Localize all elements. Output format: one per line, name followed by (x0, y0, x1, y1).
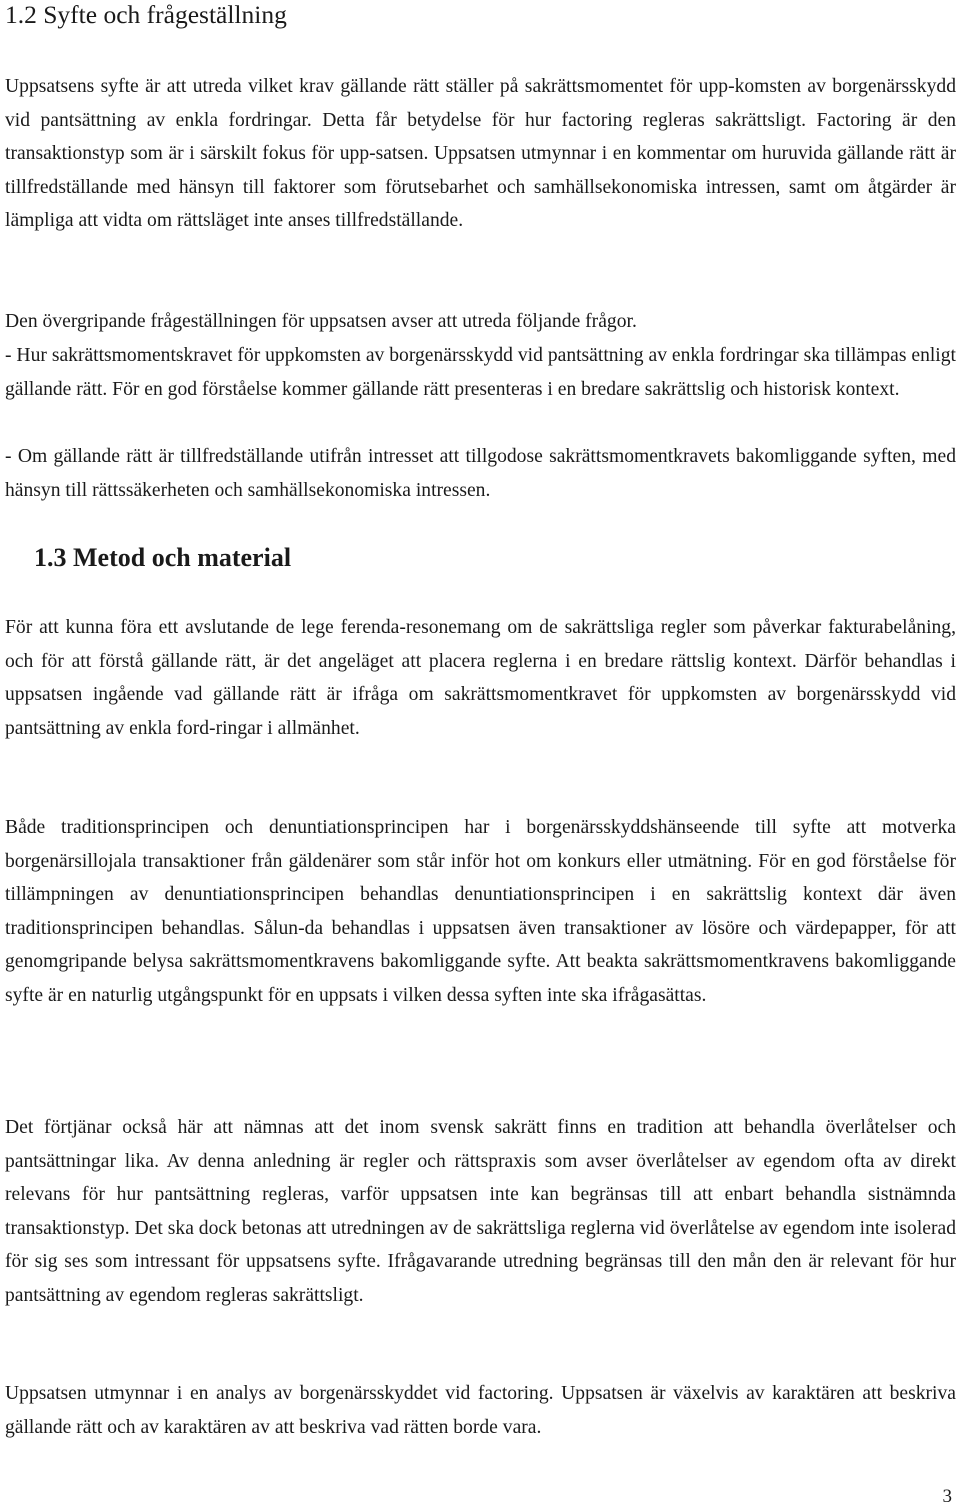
page-number: 3 (942, 1486, 952, 1507)
paragraph-method-1: För att kunna föra ett avslutande de lege ferenda-resonemang om de sakrättsliga regler som påverkar fakturabelåning, och för att förstå gällande rätt, är det angeläget att placera reglerna i en bredare rättslig kontext. Därför behandlas i uppsatsen ingående vad gällande rätt är ifråga om sakrättsmomentkravet för uppkomsten av borgenärsskydd vid pantsättning av enkla ford-ringar i allmänhet. (5, 617, 956, 739)
paragraph-method-4: Uppsatsen utmynnar i en analys av borgenärsskyddet vid factoring. Uppsatsen är växelvis av karaktären att beskriva gällande rätt och av karaktären av att beskriva vad rätten borde vara. (5, 1383, 956, 1438)
paragraph-question-1: - Hur sakrättsmomentskravet för uppkomsten av borgenärsskydd vid pantsättning av enkla fordringar ska tillämpas enligt gällande rätt. För en god förståelse kommer gällande rätt presenteras i en bredare sakrättslig och historisk kontext. (5, 345, 956, 400)
paragraph-method-3: Det förtjänar också här att nämnas att det inom svensk sakrätt finns en tradition att behandla överlåtelser och pantsättningar lika. Av denna anledning är regler och rättspraxis som avser överlåtelser av egendom ofta av direkt relevans för hur pantsättning regleras, varför uppsatsen inte kan begränsas till att enbart behandla sistnämnda transaktionstyp. Det ska dock betonas att utredningen av de sakrättsliga reglerna vid överlåtelse av egendom inte isolerad för sig ses som intressant för uppsatsens syfte. Ifrågavarande utredning begränsas till den mån den är relevant för hur pantsättning av egendom regleras sakrättsligt. (5, 1117, 956, 1306)
section-heading-1-3: 1.3 Metod och material (34, 543, 292, 572)
section-heading-1-2: 1.2 Syfte och frågeställning (5, 0, 287, 29)
paragraph-purpose: Uppsatsens syfte är att utreda vilket krav gällande rätt ställer på sakrättsmomentet för upp-komsten av borgenärsskydd vid pantsättning av enkla fordringar. Detta får betydelse för hur factoring regleras sakrättsligt. Factoring är den transaktionstyp som är i särskilt fokus för upp-satsen. Uppsatsen utmynnar i en kommentar om huruvida gällande rätt är tillfredställande med hänsyn till faktorer som förutsebarhet och samhällsekonomiska intressen, samt om åtgärder är lämpliga att vidta om rättsläget inte anses tillfredställande. (5, 76, 956, 232)
paragraph-method-2: Både traditionsprincipen och denuntiationsprincipen har i borgenärsskyddshänseende till syfte att motverka borgenärsillojala transaktioner från gäldenärer som står inför hot om konkurs eller utmätning. För en god förståelse för tillämpningen av denuntiationsprincipen behandlas denuntiationsprincipen i en sakrättslig kontext där även traditionsprincipen behandlas. Sålun-da behandlas i uppsatsen även transaktioner av lösöre och värdepapper, för att genomgripande belysa sakrättsmomentkravens bakomliggande syfte. Att beakta sakrättsmomentkravens bakomliggande syfte är en naturlig utgångspunkt för en uppsats i vilken dessa syften inte ska ifrågasättas. (5, 817, 956, 1006)
paragraph-question-2: - Om gällande rätt är tillfredställande utifrån intresset att tillgodose sakrättsmomentkravets bakomliggande syften, med hänsyn till rättssäkerheten och samhällsekonomiska intressen. (5, 446, 956, 501)
paragraph-question-intro: Den övergripande frågeställningen för uppsatsen avser att utreda följande frågor. (5, 311, 637, 332)
